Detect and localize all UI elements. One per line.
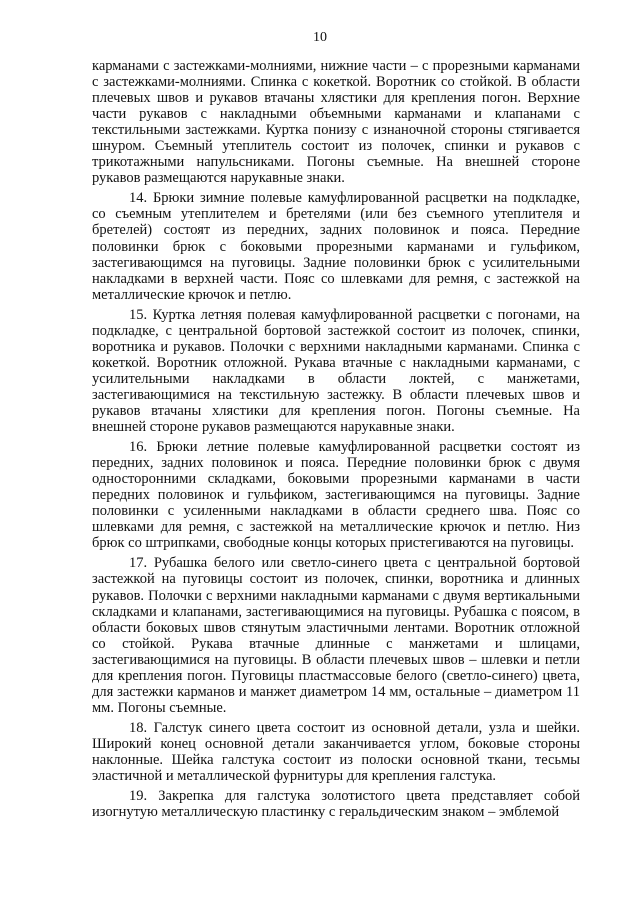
paragraph-item-19: 19. Закрепка для галстука золотистого цвета представляет собой изогнутую металлическую пластинку с геральдическим знаком – эмблемой — [92, 788, 580, 821]
paragraph-item-18: 18. Галстук синего цвета состоит из основной детали, узла и шейки. Широкий конец основной детали заканчивается углом, боковые стороны наклонные. Шейка галстука состоит из полоски основной ткани, тесьмы эластичной и металлической фурнитуры для крепления галстука. — [92, 719, 580, 785]
page-number: 10 — [313, 30, 327, 45]
paragraph-continuation: карманами с застежками-молниями, нижние части – с прорезными карманами с застежками-молниями. Спинка с кокеткой. Воротник со стойкой. В области плечевых швов и рукавов втачаны хлястики для крепления погон. Верхние части рукавов с накладными объемными карманами и клапанами с текстильными застежками. Куртка понизу с изнаночной стороны стягивается шнуром. Съемный утеплитель состоит из полочек, спинки и рукавов с трикотажными напульсниками. Погоны съемные. На внешней стороне рукавов размещаются нарукавные знаки. — [92, 58, 580, 187]
paragraph-item-16: 16. Брюки летние полевые камуфлированной расцветки состоят из передних, задних половинок и пояса. Передние половинки брюк с двумя односторонними складками, боковыми прорезными карманами в части передних половинок и гульфиком, застегивающимся на пуговицы. Задние половинки с усиленными накладками в области среднего шва. Пояс со шлевками для ремня, с застежкой на металлические крючок и петлю. Низ брюк со штрипками, свободные концы которых пристегиваются на пуговицы. — [92, 439, 580, 552]
paragraph-item-15: 15. Куртка летняя полевая камуфлированной расцветки с погонами, на подкладке, с центральной бортовой застежкой состоит из полочек, спинки, воротника и рукавов. Полочки с верхними накладными карманами. Спинка с кокеткой. Воротник отложной. Рукава втачные с накладными карманами, с усилительными накладками в области локтей, с манжетами, застегивающимися на текстильную застежку. В области плечевых швов и рукавов втачаны хлястики для крепления погон. Погоны съемные. На внешней стороне рукавов размещаются нарукавные знаки. — [92, 306, 580, 436]
document-body — [92, 58, 580, 824]
paragraph-item-17: 17. Рубашка белого или светло-синего цвета с центральной бортовой застежкой на пуговицы состоит из полочек, спинки, воротника и длинных рукавов. Полочки с верхними накладными карманами с двумя вертикальными складками и клапанами, застегивающимися на пуговицы. Рубашка с поясом, в области боковых швов стянутым эластичными лентами. Воротник отложной со стойкой. Рукава втачные длинные с манжетами и шлицами, застегивающимися на пуговицы. В области плечевых швов – шлевки и петли для крепления погон. Пуговицы пластмассовые белого (светло-синего) цвета, для застежки карманов и манжет диаметром 14 мм, остальные – диаметром 11 мм. Погоны съемные. — [92, 555, 580, 716]
paragraph-item-14: 14. Брюки зимние полевые камуфлированной расцветки на подкладке, со съемным утеплителем и бретелями (или без съемного утеплителя и бретелей) состоят из передних, задних половинок и пояса. Передние половинки брюк с боковыми прорезными карманами и гульфиком, застегивающимся на пуговицы. Задние половинки брюк с усилительными накладками в верхней части. Пояс со шлевками для ремня, с застежкой на металлические крючок и петлю. — [92, 190, 580, 303]
